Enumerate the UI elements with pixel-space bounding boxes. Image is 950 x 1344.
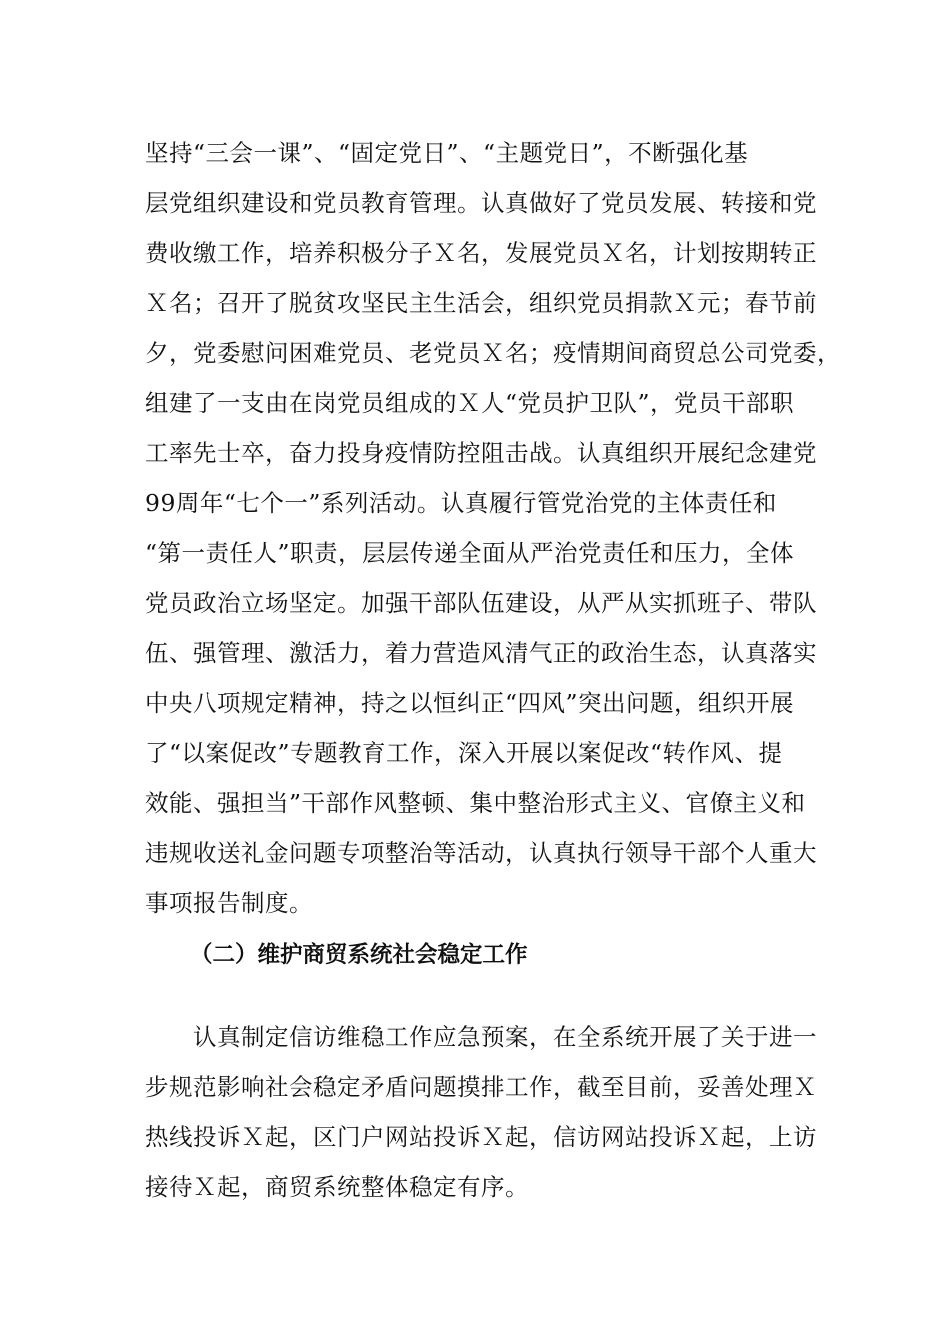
paragraph-party-building: [145, 128, 841, 928]
text-line: 中央八项规定精神，持之以恒纠正“四风”突出问题，组织开展: [145, 689, 795, 717]
text-line: 坚持“三会一课”、“固定党日”、“主题党日”，不断强化基: [145, 139, 749, 167]
text-line: 工率先士卒，奋力投身疫情防控阻击战。认真组织开展纪念建党: [145, 439, 817, 467]
text-line: 热线投诉Ｘ起，区门户网站投诉Ｘ起，信访网站投诉Ｘ起，上访: [145, 1123, 817, 1151]
text-line: 夕，党委慰问困难党员、老党员Ｘ名；疫情期间商贸总公司党委，: [145, 339, 841, 367]
text-line: 费收缴工作，培养积极分子Ｘ名，发展党员Ｘ名，计划按期转正: [145, 239, 817, 267]
text-line: 违规收送礼金问题专项整治等活动，认真执行领导干部个人重大: [145, 839, 817, 867]
section-heading: （二）维护商贸系统社会稳定工作: [190, 942, 528, 968]
text-line: 接待Ｘ起，商贸系统整体稳定有序。: [145, 1173, 529, 1201]
text-line: 效能、强担当”干部作风整顿、集中整治形式主义、官僚主义和: [145, 789, 806, 817]
text-line: “第一责任人”职责，层层传递全面从严治党责任和压力，全体: [145, 539, 795, 567]
text-line: 层党组织建设和党员教育管理。认真做好了党员发展、转接和党: [145, 189, 817, 217]
text-line: 伍、强管理、激活力，着力营造风清气正的政治生态，认真落实: [145, 639, 817, 667]
text-line: 步规范影响社会稳定矛盾问题摸排工作，截至目前，妥善处理Ｘ: [145, 1073, 817, 1101]
text-line: Ｘ名；召开了脱贫攻坚民主生活会，组织党员捐款Ｘ元；春节前: [145, 289, 817, 317]
text-line: 事项报告制度。: [145, 889, 313, 917]
text-line: 党员政治立场坚定。加强干部队伍建设，从严从实抓班子、带队: [145, 589, 817, 617]
text-line: 认真制定信访维稳工作应急预案，在全系统开展了关于进一: [145, 1023, 817, 1051]
text-line: 了“以案促改”专题教育工作，深入开展以案促改“转作风、提: [145, 739, 783, 767]
text-line: 组建了一支由在岗党员组成的Ｘ人“党员护卫队”，党员干部职: [145, 389, 795, 417]
text-line: 99周年“七个一”系列活动。认真履行管党治党的主体责任和: [145, 489, 777, 517]
paragraph-stability: [145, 1012, 817, 1212]
